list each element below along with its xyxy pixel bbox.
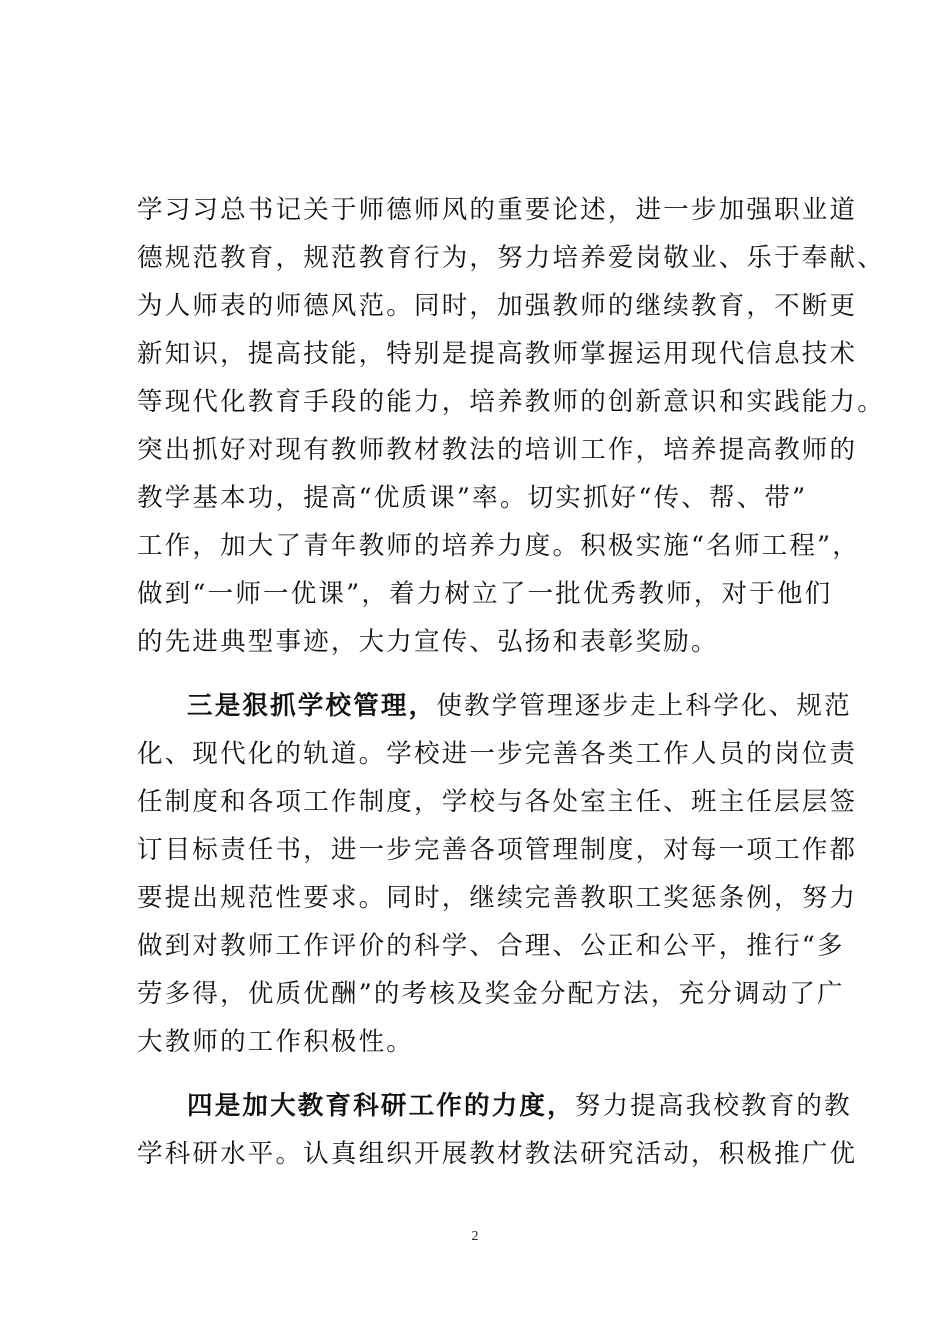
paragraph-2-line-7: 劳多得，优质优酬”的考核及奖金分配方法，充分调动了广 — [137, 979, 845, 1009]
paragraph-2-line-2: 化、现代化的轨道。学校进一步完善各类工作人员的岗位责 — [137, 739, 858, 769]
paragraph-2-heading: 三是狠抓学校管理， — [187, 691, 437, 721]
page-number: 2 — [471, 1229, 479, 1244]
paragraph-1-line-9: 做到“一师一优课”，着力树立了一批优秀教师，对于他们 — [137, 579, 833, 609]
paragraph-2-first-line-text: 使教学管理逐步走上科学化、规范 — [436, 691, 852, 721]
paragraph-1-line-10: 的先进典型事迹，大力宣传、弘扬和表彰奖励。 — [137, 627, 719, 657]
paragraph-1-line-3: 为人师表的师德风范。同时，加强教师的继续教育，不断更 — [137, 291, 858, 321]
paragraph-1-line-7: 教学基本功，提高“优质课”率。切实抓好“传、帮、带” — [137, 483, 808, 513]
paragraph-1-line-5: 等现代化教育手段的能力，培养教师的创新意识和实践能力。 — [137, 387, 885, 417]
paragraph-3-line-2: 学科研水平。认真组织开展教材教法研究活动，积极推广优 — [137, 1139, 858, 1169]
paragraph-2-line-5: 要提出规范性要求。同时，继续完善教职工奖惩条例，努力 — [137, 883, 858, 913]
paragraph-1-line-1: 学习习总书记关于师德师风的重要论述，进一步加强职业道 — [137, 195, 858, 225]
paragraph-3-heading: 四是加大教育科研工作的力度， — [187, 1091, 575, 1121]
paragraph-1-line-2: 德规范教育，规范教育行为，努力培养爱岗敬业、乐于奉献、 — [137, 243, 885, 273]
paragraph-3-first-line-text: 努力提高我校教育的教 — [574, 1091, 852, 1121]
paragraph-2-line-4: 订目标责任书，进一步完善各项管理制度，对每一项工作都 — [137, 835, 858, 865]
paragraph-2-first-line — [187, 686, 877, 726]
paragraph-1-line-6: 突出抓好对现有教师教材教法的培训工作，培养提高教师的 — [137, 435, 858, 465]
paragraph-2-line-8: 大教师的工作积极性。 — [137, 1027, 415, 1057]
paragraph-2-line-6: 做到对教师工作评价的科学、合理、公正和公平，推行“多 — [137, 931, 845, 961]
paragraph-1-line-4: 新知识，提高技能，特别是提高教师掌握运用现代信息技术 — [137, 339, 858, 369]
paragraph-1-line-8: 工作，加大了青年教师的培养力度。积极实施“名师工程”， — [137, 531, 860, 561]
paragraph-3-first-line — [187, 1086, 877, 1126]
paragraph-2-line-3: 任制度和各项工作制度，学校与各处室主任、班主任层层签 — [137, 787, 858, 817]
